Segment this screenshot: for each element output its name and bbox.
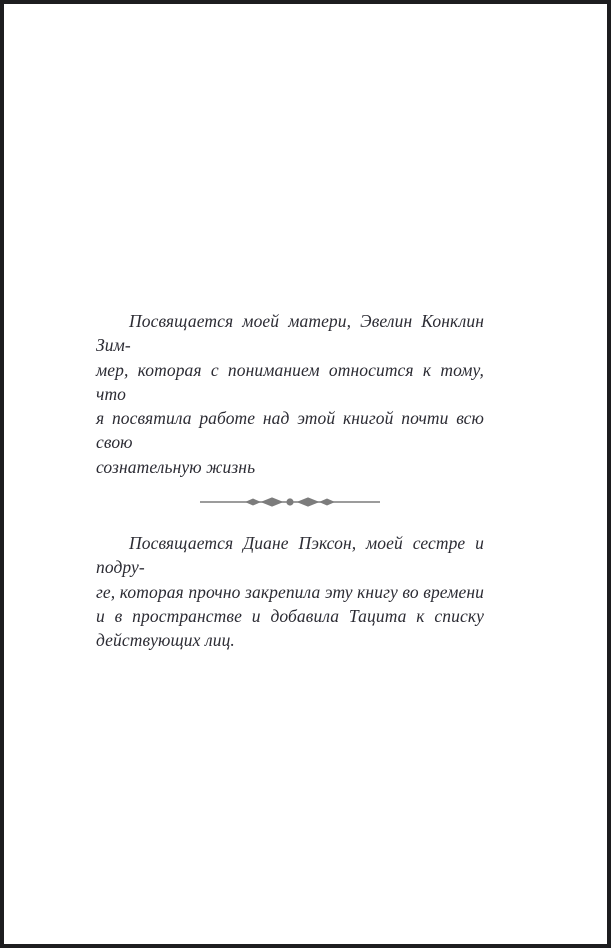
text-line: я посвятила работе над этой книгой почти всю свою <box>96 408 484 453</box>
dedication-paragraph-2 <box>96 531 484 652</box>
text-line: сознательную жизнь <box>96 456 256 477</box>
text-line: и в пространстве и добавила Тацита к списку <box>96 605 484 626</box>
text-line: Посвящается Диане Пэксон, моей сестре и подру- <box>96 533 484 578</box>
dedication-block <box>96 309 484 653</box>
dedication-paragraph-1 <box>96 309 484 479</box>
ornamental-divider <box>200 495 380 509</box>
text-line: действующих лиц. <box>96 630 235 651</box>
text-line: мер, которая с пониманием относится к тому, что <box>96 359 484 404</box>
divider-ornament-icon <box>200 495 380 509</box>
text-line: Посвящается моей матери, Эвелин Конклин Зим- <box>96 311 484 356</box>
text-line: ге, которая прочно закрепила эту книгу во времени <box>96 581 484 602</box>
